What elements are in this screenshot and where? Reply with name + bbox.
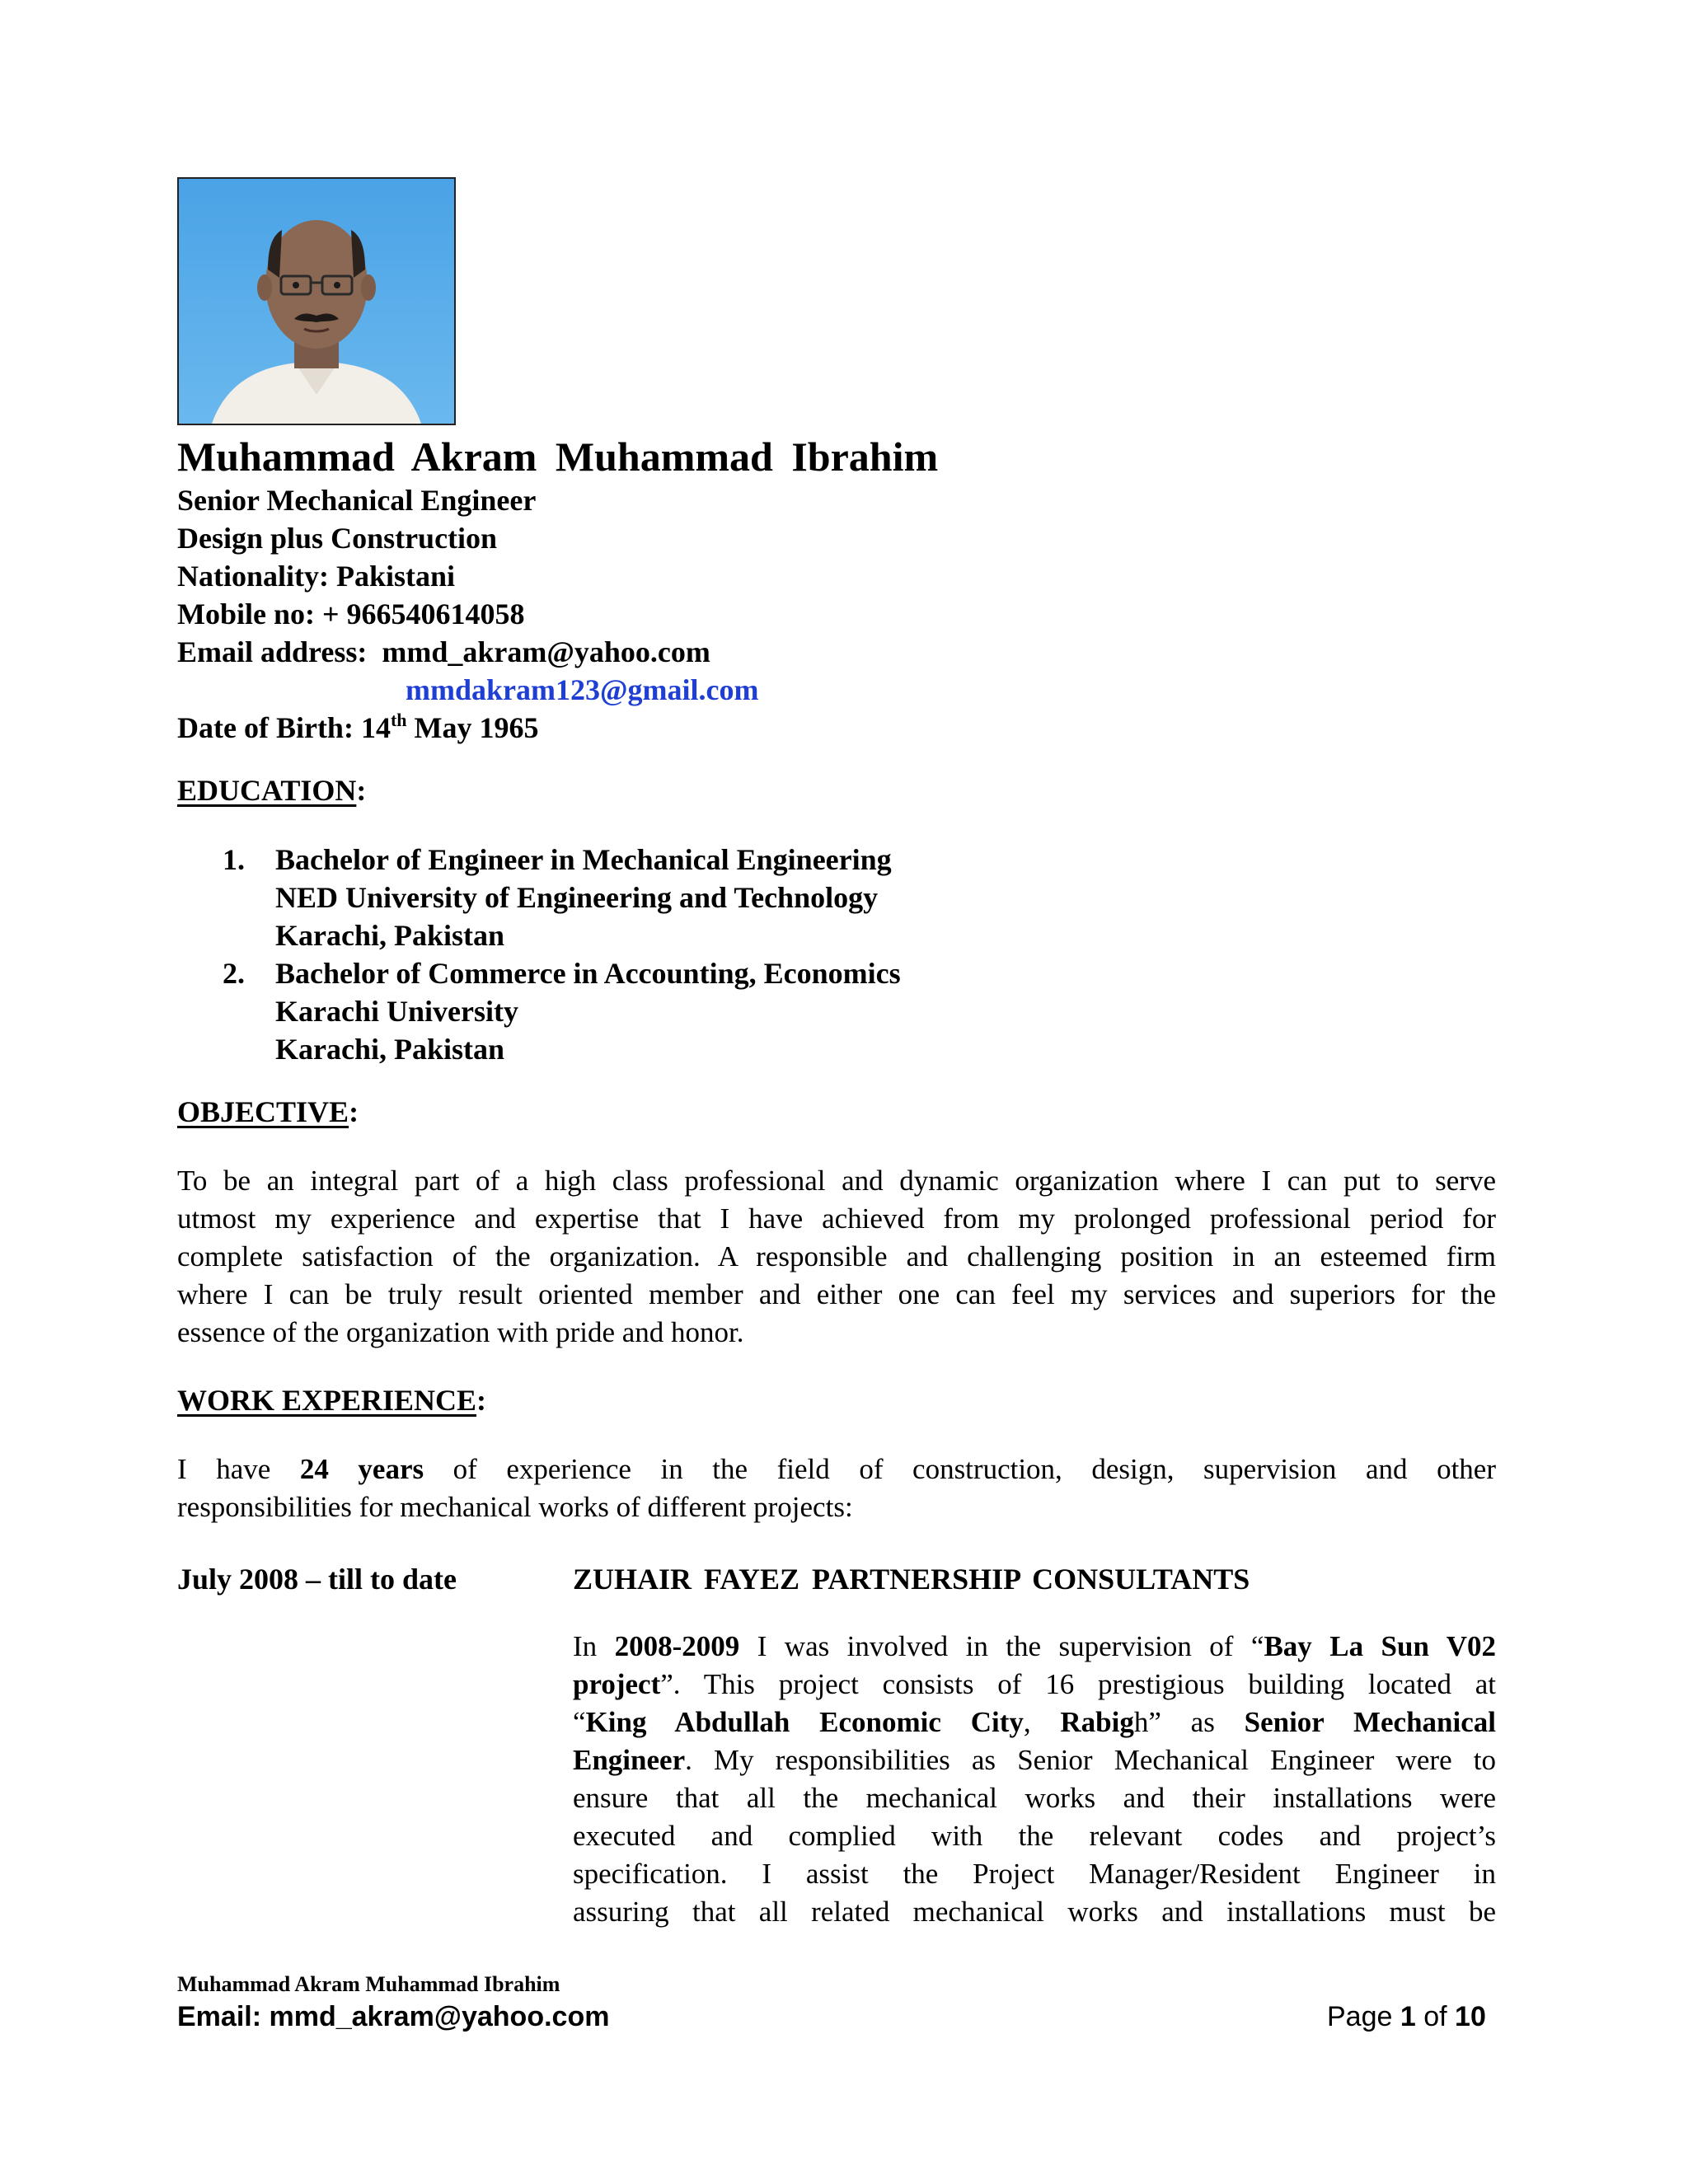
email-primary[interactable]: mmd_akram@yahoo.com <box>382 635 710 668</box>
job-title: Senior Mechanical Engineer <box>177 484 537 517</box>
page-number: Page 1 of 10 <box>1327 2001 1486 2032</box>
footer-name: Muhammad Akram Muhammad Ibrahim <box>177 1972 560 1996</box>
profile-photo <box>177 177 456 425</box>
education-list <box>223 841 901 1068</box>
location: Karachi, Pakistan <box>275 919 505 952</box>
footer-email: Email: mmd_akram@yahoo.com <box>177 2001 610 2032</box>
institution: NED University of Engineering and Technology <box>275 881 879 914</box>
objective-text: To be an integral part of a high class professional and dynamic organization where I can put to serve utmost my experience and expertise that I have achieved from my prolonged professional period for complete satisfaction of the organization. A responsible and challenging position in an esteemed firm where I can be truly result oriented member and either one can feel my services and superiors for the essence of the organization with pride and honor. <box>177 1165 1496 1348</box>
email-row <box>177 633 758 671</box>
education-heading: EDUCATION: <box>177 774 367 807</box>
institution: Karachi University <box>275 995 518 1028</box>
candidate-name: Muhammad Akram Muhammad Ibrahim <box>177 434 939 480</box>
work-experience-heading: WORK EXPERIENCE: <box>177 1384 487 1417</box>
portrait-image <box>179 179 454 424</box>
discipline: Design plus Construction <box>177 522 498 555</box>
email-label: Email address: <box>177 635 368 668</box>
degree: Bachelor of Commerce in Accounting, Economics <box>275 957 901 990</box>
contact-info <box>177 481 758 747</box>
objective-heading: OBJECTIVE: <box>177 1095 359 1128</box>
location: Karachi, Pakistan <box>275 1033 505 1066</box>
mobile-number: Mobile no: + 966540614058 <box>177 598 525 630</box>
education-item: 2. Bachelor of Commerce in Accounting, Economics Karachi University Karachi, Pakistan <box>223 954 901 1068</box>
nationality: Nationality: Pakistani <box>177 560 456 593</box>
education-item: 1. Bachelor of Engineer in Mechanical Engineering NED University of Engineering and Technology Karachi, Pakistan <box>223 841 901 954</box>
work-intro: I have 24 years of experience in the field of construction, design, supervision and other responsibilities for mechanical works of different projects: <box>177 1453 1496 1523</box>
email-secondary[interactable]: mmdakram123@gmail.com <box>406 673 759 706</box>
job-description: In 2008-2009 I was involved in the supervision of “Bay La Sun V02 project”. This project consists of 16 prestigious building located at “King Abdullah Economic City, Rabigh” as Senior Mechanical Engineer. My responsibilities as Senior Mechanical Engineer were to ensure that all the mechanical works and their installations were executed and complied with the relevant codes and project’s specification. I assist the Project Manager/Resident Engineer in assuring that all related mechanical works and installations must be <box>573 1630 1497 1928</box>
job-date-range: July 2008 – till to date <box>177 1563 457 1596</box>
degree: Bachelor of Engineer in Mechanical Engineering <box>275 843 892 876</box>
date-of-birth: Date of Birth: 14th May 1965 <box>177 710 539 744</box>
company-name: ZUHAIR FAYEZ PARTNERSHIP CONSULTANTS <box>573 1563 1250 1596</box>
